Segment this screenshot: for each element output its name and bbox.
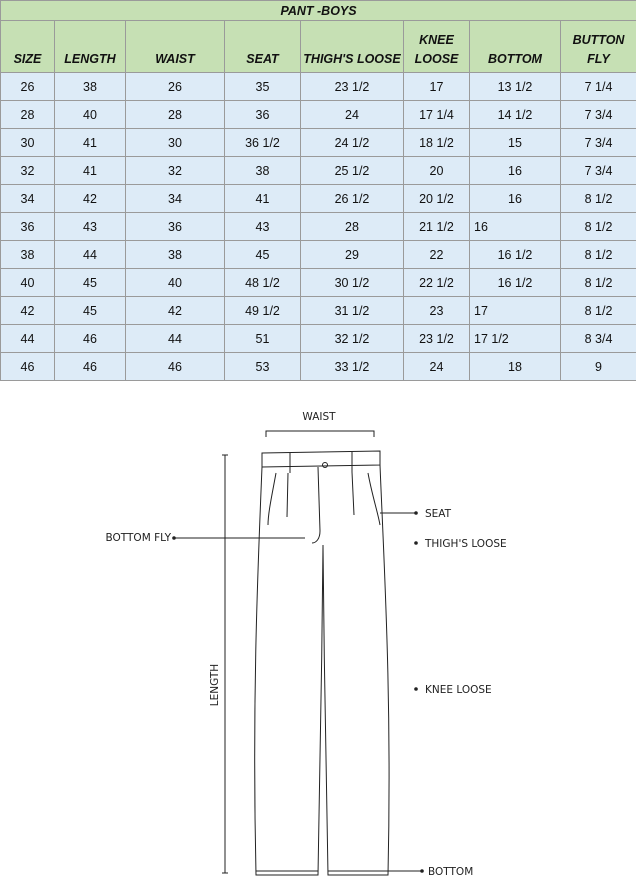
table-cell: 42 — [55, 185, 126, 213]
table-row — [1, 129, 636, 157]
left-leg — [255, 467, 323, 875]
table-cell: 16 — [470, 213, 561, 241]
table-cell: 28 — [1, 101, 55, 129]
table-cell: 26 — [126, 73, 225, 101]
table-cell: 41 — [225, 185, 301, 213]
right-leg — [323, 465, 389, 875]
table-cell: 38 — [55, 73, 126, 101]
table-row — [1, 185, 636, 213]
table-cell: 17 1/4 — [404, 101, 470, 129]
seat-label: SEAT — [425, 508, 452, 520]
table-cell: 41 — [55, 157, 126, 185]
thighs-loose-label: THIGH'S LOOSE — [425, 538, 507, 550]
table-cell: 42 — [1, 297, 55, 325]
table-cell: 44 — [55, 241, 126, 269]
table-cell: 17 — [404, 73, 470, 101]
table-cell: 46 — [126, 353, 225, 381]
table-row — [1, 241, 636, 269]
table-cell: 46 — [1, 353, 55, 381]
table-cell: 26 1/2 — [301, 185, 404, 213]
table-cell: 20 1/2 — [404, 185, 470, 213]
table-cell: 8 1/2 — [561, 185, 636, 213]
column-header: BUTTON FLY — [561, 21, 636, 73]
column-header-row — [1, 21, 636, 73]
table-cell: 14 1/2 — [470, 101, 561, 129]
table-row — [1, 269, 636, 297]
length-dimension-line — [222, 455, 228, 873]
table-cell: 36 — [225, 101, 301, 129]
table-cell: 9 — [561, 353, 636, 381]
table-cell: 30 — [126, 129, 225, 157]
column-header: SEAT — [225, 21, 301, 73]
table-cell: 28 — [301, 213, 404, 241]
column-header: THIGH'S LOOSE — [301, 21, 404, 73]
waist-dimension-line — [266, 431, 374, 437]
table-cell: 20 — [404, 157, 470, 185]
table-cell: 21 1/2 — [404, 213, 470, 241]
waist-button — [323, 463, 328, 468]
table-cell: 44 — [1, 325, 55, 353]
table-row — [1, 101, 636, 129]
table-cell: 23 — [404, 297, 470, 325]
table-cell: 16 — [470, 157, 561, 185]
table-cell: 31 1/2 — [301, 297, 404, 325]
table-cell: 38 — [126, 241, 225, 269]
table-cell: 40 — [126, 269, 225, 297]
table-cell: 41 — [55, 129, 126, 157]
table-cell: 43 — [55, 213, 126, 241]
table-cell: 33 1/2 — [301, 353, 404, 381]
table-cell: 40 — [1, 269, 55, 297]
table-cell: 30 1/2 — [301, 269, 404, 297]
table-cell: 46 — [55, 325, 126, 353]
table-body — [1, 73, 636, 381]
size-table — [0, 0, 636, 381]
table-cell: 16 1/2 — [470, 241, 561, 269]
table-cell: 13 1/2 — [470, 73, 561, 101]
table-cell: 44 — [126, 325, 225, 353]
table-cell: 24 1/2 — [301, 129, 404, 157]
waistband — [262, 451, 380, 467]
table-row — [1, 325, 636, 353]
table-cell: 25 1/2 — [301, 157, 404, 185]
table-cell: 22 1/2 — [404, 269, 470, 297]
table-cell: 8 3/4 — [561, 325, 636, 353]
table-cell: 38 — [1, 241, 55, 269]
column-header: LENGTH — [55, 21, 126, 73]
table-cell: 8 1/2 — [561, 241, 636, 269]
table-cell: 36 — [126, 213, 225, 241]
table-cell: 24 — [301, 101, 404, 129]
length-label: LENGTH — [209, 663, 221, 707]
column-header: KNEE LOOSE — [404, 21, 470, 73]
table-cell: 36 1/2 — [225, 129, 301, 157]
table-cell: 7 3/4 — [561, 101, 636, 129]
table-cell: 22 — [404, 241, 470, 269]
table-cell: 32 — [126, 157, 225, 185]
table-cell: 48 1/2 — [225, 269, 301, 297]
table-cell: 34 — [1, 185, 55, 213]
table-row — [1, 73, 636, 101]
table-cell: 8 1/2 — [561, 297, 636, 325]
table-cell: 45 — [55, 297, 126, 325]
table-cell: 46 — [55, 353, 126, 381]
table-cell: 16 1/2 — [470, 269, 561, 297]
table-cell: 16 — [470, 185, 561, 213]
table-title: PANT -BOYS — [1, 1, 636, 21]
table-cell: 8 1/2 — [561, 213, 636, 241]
table-cell: 29 — [301, 241, 404, 269]
table-cell: 8 1/2 — [561, 269, 636, 297]
table-cell: 32 — [1, 157, 55, 185]
fly-seam — [312, 467, 320, 543]
table-cell: 24 — [404, 353, 470, 381]
table-row — [1, 353, 636, 381]
table-cell: 23 1/2 — [404, 325, 470, 353]
table-cell: 17 1/2 — [470, 325, 561, 353]
table-cell: 51 — [225, 325, 301, 353]
pant-measurement-diagram — [0, 395, 636, 892]
table-cell: 45 — [55, 269, 126, 297]
table-cell: 23 1/2 — [301, 73, 404, 101]
table-row — [1, 213, 636, 241]
pant-illustration — [0, 395, 636, 892]
table-cell: 28 — [126, 101, 225, 129]
table-cell: 7 1/4 — [561, 73, 636, 101]
column-header: SIZE — [1, 21, 55, 73]
table-cell: 18 — [470, 353, 561, 381]
table-row — [1, 157, 636, 185]
table-cell: 45 — [225, 241, 301, 269]
table-cell: 35 — [225, 73, 301, 101]
table-cell: 36 — [1, 213, 55, 241]
column-header: WAIST — [126, 21, 225, 73]
table-cell: 40 — [55, 101, 126, 129]
waist-label: WAIST — [302, 411, 336, 423]
table-cell: 7 3/4 — [561, 157, 636, 185]
table-cell: 38 — [225, 157, 301, 185]
table-cell: 18 1/2 — [404, 129, 470, 157]
table-cell: 30 — [1, 129, 55, 157]
table-cell: 17 — [470, 297, 561, 325]
column-header: BOTTOM — [470, 21, 561, 73]
bottom-label: BOTTOM — [428, 866, 474, 878]
size-chart-sheet — [0, 0, 636, 381]
table-cell: 26 — [1, 73, 55, 101]
table-cell: 49 1/2 — [225, 297, 301, 325]
table-cell: 53 — [225, 353, 301, 381]
table-cell: 32 1/2 — [301, 325, 404, 353]
table-cell: 42 — [126, 297, 225, 325]
bottom-fly-label: BOTTOM FLY — [105, 532, 171, 544]
knee-loose-label: KNEE LOOSE — [425, 684, 492, 696]
table-cell: 34 — [126, 185, 225, 213]
table-cell: 15 — [470, 129, 561, 157]
table-cell: 43 — [225, 213, 301, 241]
table-row — [1, 297, 636, 325]
table-cell: 7 3/4 — [561, 129, 636, 157]
